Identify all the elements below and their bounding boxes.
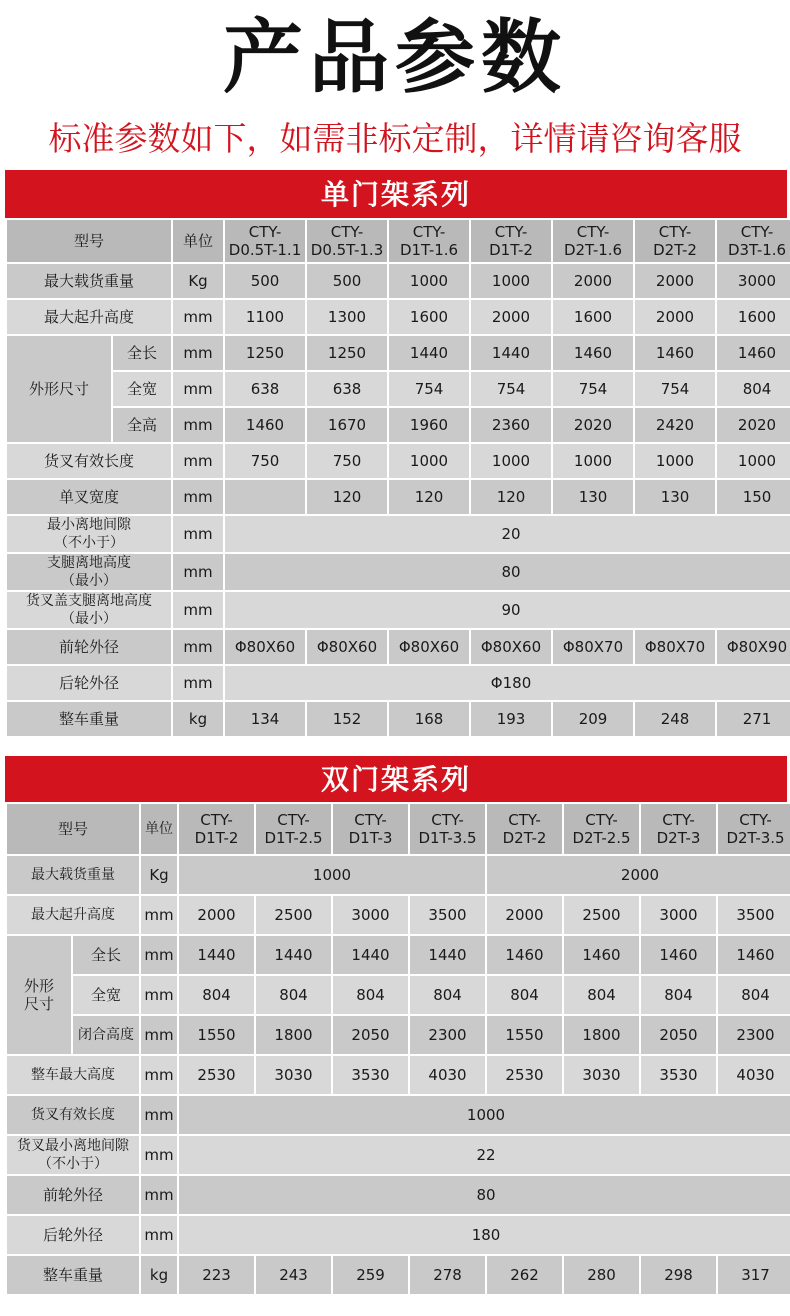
unit-cell: mm [173, 592, 223, 628]
table-row [7, 1056, 790, 1094]
value-cell: 3000 [717, 264, 790, 298]
table-row [7, 554, 790, 590]
model-cell: CTY- D1T-2 [179, 804, 254, 854]
value-cell: 1440 [410, 936, 485, 974]
unit-header: 单位 [173, 220, 223, 262]
value-cell: 804 [564, 976, 639, 1014]
model-cell: CTY- D2T-2 [487, 804, 562, 854]
row-label: 最小离地间隙 （不小于） [7, 516, 171, 552]
value-cell: 638 [225, 372, 305, 406]
value-cell: 271 [717, 702, 790, 736]
table-row [7, 702, 790, 736]
unit-cell: mm [141, 1096, 177, 1134]
model-cell: CTY- D0.5T-1.3 [307, 220, 387, 262]
value-cell: 3000 [333, 896, 408, 934]
model-cell: CTY- D2T-2 [635, 220, 715, 262]
row-label: 最大起升高度 [7, 300, 171, 334]
value-cell: 278 [410, 1256, 485, 1294]
model-header: 型号 [7, 804, 139, 854]
value-cell: 22 [179, 1136, 790, 1174]
value-cell: 1250 [225, 336, 305, 370]
row-label: 后轮外径 [7, 1216, 139, 1254]
value-cell: 3030 [256, 1056, 331, 1094]
value-cell: 2000 [487, 856, 790, 894]
value-cell: 1000 [635, 444, 715, 478]
value-cell: 754 [471, 372, 551, 406]
row-label: 后轮外径 [7, 666, 171, 700]
table-row [7, 976, 790, 1014]
value-cell: 20 [225, 516, 790, 552]
value-cell: 804 [487, 976, 562, 1014]
value-cell: 262 [487, 1256, 562, 1294]
unit-cell: mm [173, 630, 223, 664]
table-row [7, 936, 790, 974]
value-cell: 248 [635, 702, 715, 736]
unit-cell: mm [141, 1176, 177, 1214]
row-label: 全长 [73, 936, 139, 974]
value-cell: 1000 [553, 444, 633, 478]
unit-cell: mm [173, 480, 223, 514]
table-row [7, 480, 790, 514]
value-cell: 1460 [553, 336, 633, 370]
value-cell: 804 [333, 976, 408, 1014]
table-row [7, 408, 790, 442]
model-cell: CTY- D2T-3 [641, 804, 716, 854]
value-cell: 120 [389, 480, 469, 514]
value-cell: 804 [718, 976, 790, 1014]
table-row [7, 1136, 790, 1174]
unit-cell: kg [141, 1256, 177, 1294]
value-cell: 90 [225, 592, 790, 628]
model-cell: CTY- D3T-1.6 [717, 220, 790, 262]
value-cell: 3500 [718, 896, 790, 934]
value-cell: 80 [179, 1176, 790, 1214]
value-cell: 298 [641, 1256, 716, 1294]
table-row [7, 896, 790, 934]
value-cell: 3530 [333, 1056, 408, 1094]
value-cell: 754 [553, 372, 633, 406]
single-mast-table [5, 218, 790, 738]
value-cell: 130 [553, 480, 633, 514]
value-cell: 2000 [487, 896, 562, 934]
value-cell: 1550 [487, 1016, 562, 1054]
value-cell: 1100 [225, 300, 305, 334]
row-label: 最大载货重量 [7, 856, 139, 894]
unit-cell: mm [173, 666, 223, 700]
page-title: 产品参数 [223, 11, 567, 104]
value-cell: 80 [225, 554, 790, 590]
row-label: 前轮外径 [7, 1176, 139, 1214]
model-cell: CTY- D2T-1.6 [553, 220, 633, 262]
value-cell: 2300 [718, 1016, 790, 1054]
value-cell: 1460 [718, 936, 790, 974]
row-label: 整车重量 [7, 1256, 139, 1294]
value-cell: Φ80X70 [635, 630, 715, 664]
value-cell: 3030 [564, 1056, 639, 1094]
value-cell: 1550 [179, 1016, 254, 1054]
value-cell: 2500 [256, 896, 331, 934]
table-row [7, 1256, 790, 1294]
model-cell: CTY- D2T-2.5 [564, 804, 639, 854]
unit-cell: Kg [141, 856, 177, 894]
value-cell: 2000 [553, 264, 633, 298]
model-cell: CTY- D1T-3.5 [410, 804, 485, 854]
row-label: 最大载货重量 [7, 264, 171, 298]
value-cell: 1460 [635, 336, 715, 370]
value-cell: 3500 [410, 896, 485, 934]
value-cell: 1440 [333, 936, 408, 974]
row-label: 货叉最小离地间隙 （不小于） [7, 1136, 139, 1174]
group-label: 外形尺寸 [7, 336, 111, 442]
model-cell: CTY- D1T-3 [333, 804, 408, 854]
value-cell: 193 [471, 702, 551, 736]
unit-cell: mm [173, 516, 223, 552]
value-cell: 1960 [389, 408, 469, 442]
unit-cell: mm [173, 300, 223, 334]
double-section-title: 双门架系列 [5, 756, 787, 804]
unit-cell: mm [141, 1216, 177, 1254]
value-cell: 1000 [471, 264, 551, 298]
value-cell: Φ80X70 [553, 630, 633, 664]
unit-cell: mm [141, 896, 177, 934]
value-cell: Φ80X60 [307, 630, 387, 664]
value-cell: 1800 [564, 1016, 639, 1054]
table-row [7, 666, 790, 700]
value-cell: 804 [410, 976, 485, 1014]
value-cell: 120 [471, 480, 551, 514]
row-label: 货叉有效长度 [7, 444, 171, 478]
table-row [7, 1216, 790, 1254]
value-cell: 1460 [564, 936, 639, 974]
value-cell: 804 [256, 976, 331, 1014]
value-cell: 243 [256, 1256, 331, 1294]
row-label: 最大起升高度 [7, 896, 139, 934]
row-label: 闭合高度 [73, 1016, 139, 1054]
unit-header: 单位 [141, 804, 177, 854]
unit-cell: mm [173, 408, 223, 442]
value-cell: 1440 [389, 336, 469, 370]
value-cell: 1000 [389, 444, 469, 478]
page-subtitle: 标准参数如下，如需非标定制，详情请咨询客服 [48, 119, 742, 158]
value-cell: 1600 [553, 300, 633, 334]
table-row [7, 264, 790, 298]
row-label: 全高 [113, 408, 171, 442]
value-cell: 804 [717, 372, 790, 406]
value-cell: 2000 [635, 300, 715, 334]
value-cell: 259 [333, 1256, 408, 1294]
unit-cell: mm [173, 444, 223, 478]
value-cell: Φ80X90 [717, 630, 790, 664]
value-cell: 1440 [471, 336, 551, 370]
table-row [7, 372, 790, 406]
value-cell: 2000 [179, 896, 254, 934]
row-label: 全长 [113, 336, 171, 370]
value-cell: 317 [718, 1256, 790, 1294]
value-cell: 223 [179, 1256, 254, 1294]
value-cell: 2000 [471, 300, 551, 334]
unit-cell: mm [173, 336, 223, 370]
model-cell: CTY- D0.5T-1.1 [225, 220, 305, 262]
table-row [7, 1016, 790, 1054]
value-cell: 2050 [641, 1016, 716, 1054]
value-cell: 280 [564, 1256, 639, 1294]
value-cell: 150 [717, 480, 790, 514]
value-cell: 2300 [410, 1016, 485, 1054]
value-cell: 500 [307, 264, 387, 298]
table-row [7, 630, 790, 664]
value-cell: 1000 [389, 264, 469, 298]
value-cell: 2000 [635, 264, 715, 298]
value-cell: 168 [389, 702, 469, 736]
value-cell: 3530 [641, 1056, 716, 1094]
value-cell: 500 [225, 264, 305, 298]
value-cell: 4030 [718, 1056, 790, 1094]
value-cell: 1000 [471, 444, 551, 478]
row-label: 前轮外径 [7, 630, 171, 664]
value-cell: 2020 [553, 408, 633, 442]
value-cell: 754 [635, 372, 715, 406]
row-label: 货叉有效长度 [7, 1096, 139, 1134]
value-cell: 1600 [389, 300, 469, 334]
value-cell: 2420 [635, 408, 715, 442]
unit-cell: mm [141, 1136, 177, 1174]
value-cell: 754 [389, 372, 469, 406]
single-header-row [7, 220, 790, 262]
value-cell: 2530 [179, 1056, 254, 1094]
table-row [7, 592, 790, 628]
unit-cell: mm [173, 554, 223, 590]
value-cell: 804 [641, 976, 716, 1014]
value-cell: 750 [307, 444, 387, 478]
value-cell: 2050 [333, 1016, 408, 1054]
model-cell: CTY- D1T-1.6 [389, 220, 469, 262]
row-label: 全宽 [113, 372, 171, 406]
unit-cell: mm [141, 976, 177, 1014]
row-label: 货叉盖支腿离地高度 （最小） [7, 592, 171, 628]
value-cell: 1000 [179, 856, 485, 894]
row-label: 全宽 [73, 976, 139, 1014]
model-header: 型号 [7, 220, 171, 262]
value-cell: 750 [225, 444, 305, 478]
value-cell: 1000 [717, 444, 790, 478]
value-cell: 1460 [225, 408, 305, 442]
table-row [7, 516, 790, 552]
value-cell: 4030 [410, 1056, 485, 1094]
value-cell: 209 [553, 702, 633, 736]
single-section-title: 单门架系列 [5, 170, 787, 220]
value-cell: 1460 [487, 936, 562, 974]
value-cell: 1600 [717, 300, 790, 334]
value-cell: 1300 [307, 300, 387, 334]
value-cell: Φ80X60 [471, 630, 551, 664]
value-cell: Φ80X60 [389, 630, 469, 664]
value-cell: 804 [179, 976, 254, 1014]
table-row [7, 444, 790, 478]
value-cell: 130 [635, 480, 715, 514]
value-cell: 2020 [717, 408, 790, 442]
value-cell: 180 [179, 1216, 790, 1254]
unit-cell: mm [173, 372, 223, 406]
value-cell: 1000 [179, 1096, 790, 1134]
double-header-row [7, 804, 790, 854]
double-mast-table [5, 802, 790, 1296]
row-label: 支腿离地高度 （最小） [7, 554, 171, 590]
unit-cell: mm [141, 936, 177, 974]
unit-cell: kg [173, 702, 223, 736]
value-cell: 120 [307, 480, 387, 514]
unit-cell: mm [141, 1056, 177, 1094]
row-label: 整车重量 [7, 702, 171, 736]
row-label: 整车最大高度 [7, 1056, 139, 1094]
value-cell: 1800 [256, 1016, 331, 1054]
table-row [7, 1096, 790, 1134]
value-cell: Φ80X60 [225, 630, 305, 664]
table-row [7, 300, 790, 334]
unit-cell: Kg [173, 264, 223, 298]
value-cell: 3000 [641, 896, 716, 934]
value-cell: 152 [307, 702, 387, 736]
group-label: 外形 尺寸 [7, 936, 71, 1054]
value-cell: Φ180 [225, 666, 790, 700]
value-cell: 1460 [717, 336, 790, 370]
value-cell: 1460 [641, 936, 716, 974]
model-cell: CTY- D1T-2 [471, 220, 551, 262]
value-cell: 638 [307, 372, 387, 406]
value-cell: 2360 [471, 408, 551, 442]
value-cell: 1440 [179, 936, 254, 974]
table-row [7, 336, 790, 370]
model-cell: CTY- D1T-2.5 [256, 804, 331, 854]
value-cell: 2500 [564, 896, 639, 934]
value-cell: 134 [225, 702, 305, 736]
value-cell: 1670 [307, 408, 387, 442]
table-row [7, 856, 790, 894]
table-row [7, 1176, 790, 1214]
unit-cell: mm [141, 1016, 177, 1054]
value-cell [225, 480, 305, 514]
value-cell: 1250 [307, 336, 387, 370]
value-cell: 1440 [256, 936, 331, 974]
row-label: 单叉宽度 [7, 480, 171, 514]
value-cell: 2530 [487, 1056, 562, 1094]
model-cell: CTY- D2T-3.5 [718, 804, 790, 854]
